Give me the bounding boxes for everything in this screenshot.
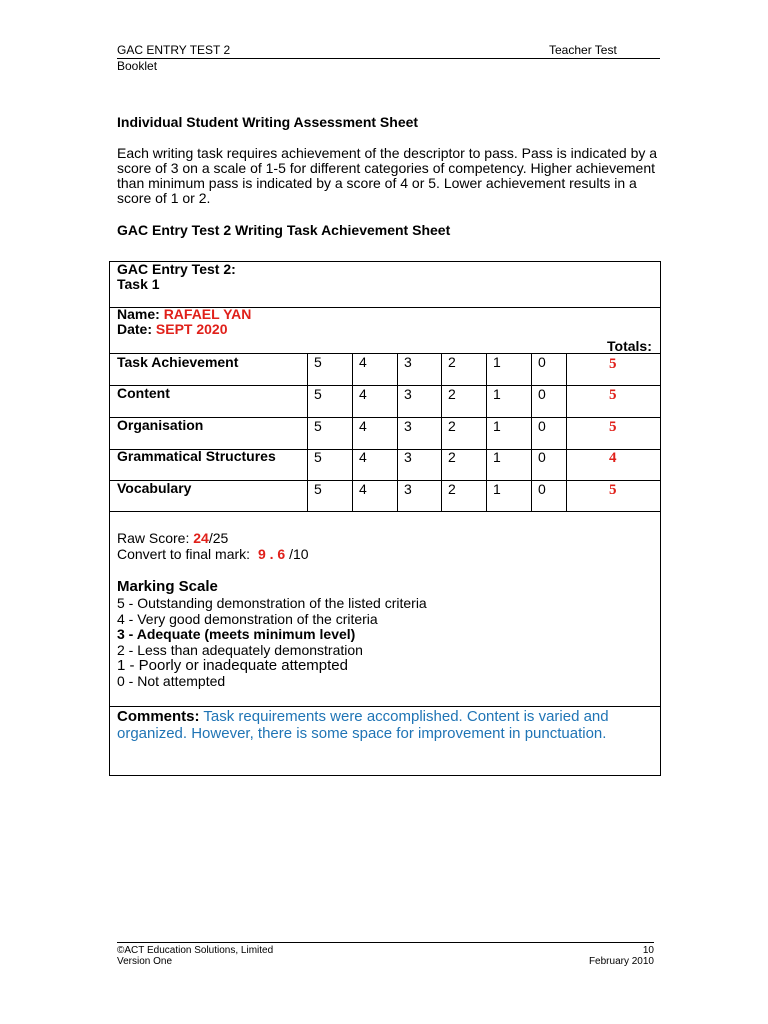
name-label: Name: <box>117 306 160 322</box>
date-label: Date: <box>117 321 153 337</box>
final-mark-max: /10 <box>289 546 309 562</box>
score-option: 4 <box>359 449 367 465</box>
score-option: 5 <box>314 418 322 434</box>
scale-item: 1 - Poorly or inadequate attempted <box>117 657 348 674</box>
score-option: 2 <box>448 481 456 497</box>
score-option: 3 <box>404 481 412 497</box>
score-option: 3 <box>404 354 412 370</box>
section-title: Individual Student Writing Assessment Sheet <box>117 114 419 130</box>
comments-label: Comments: <box>117 708 200 725</box>
score-option: 5 <box>314 449 322 465</box>
row-divider <box>109 385 661 386</box>
page-number: 10 <box>642 945 654 956</box>
version: Version One <box>117 956 173 967</box>
header-title: GAC ENTRY TEST 2 <box>117 43 231 57</box>
raw-score-label: Raw Score: <box>117 530 194 546</box>
score-option: 4 <box>359 418 367 434</box>
row-divider <box>109 511 661 512</box>
score-option: 1 <box>493 354 501 370</box>
intro-text: Each writing task requires achievement of the descriptor to pass. Pass is indicated by a score of 3 on a scale of 1-5 for different categories of competency. Higher achievement than minimum pass is indicated by a score of 4 or 5. Lower achievement results in a score of 1 or 2. <box>117 145 658 206</box>
date-value: SEPT 2020 <box>155 321 228 337</box>
scale-item: 0 - Not attempted <box>117 672 226 689</box>
score-option: 2 <box>448 386 456 402</box>
comments-text: Task requirements were accomplished. Content is varied and organized. However, there is some space for improvement in punctuation. <box>117 708 609 742</box>
copyright: ©ACT Education Solutions, Limited <box>117 945 274 956</box>
score-option: 5 <box>314 481 322 497</box>
criterion-label: Task Achievement <box>117 354 239 370</box>
col-divider <box>531 353 532 511</box>
final-mark-label: Convert to final mark: <box>117 546 251 562</box>
name-row <box>117 307 251 322</box>
score-option: 0 <box>538 449 546 465</box>
criterion-total: 5 <box>609 419 617 435</box>
criterion-total: 5 <box>609 356 617 372</box>
score-option: 5 <box>314 386 322 402</box>
footer-date: February 2010 <box>588 956 654 967</box>
col-divider <box>307 353 308 511</box>
criterion-total: 5 <box>609 482 617 498</box>
totals-label: Totals: <box>607 338 652 354</box>
test-name <box>117 262 236 292</box>
score-option: 1 <box>493 481 501 497</box>
sheet-title: GAC Entry Test 2 Writing Task Achievement Sheet <box>117 222 451 238</box>
score-option: 4 <box>359 386 367 402</box>
criterion-total: 4 <box>609 450 617 466</box>
footer-right <box>560 945 654 967</box>
date-row <box>117 322 251 337</box>
score-option: 1 <box>493 449 501 465</box>
test-name-line1: GAC Entry Test 2: <box>117 261 236 277</box>
scale-item: 4 - Very good demonstration of the criteria <box>117 610 378 627</box>
criterion-label: Content <box>117 385 170 401</box>
task-label: Task 1 <box>117 276 160 292</box>
criterion-label: Organisation <box>117 417 204 433</box>
score-option: 5 <box>314 354 322 370</box>
score-option: 0 <box>538 386 546 402</box>
name-value: RAFAEL YAN <box>163 306 252 322</box>
col-divider <box>486 353 487 511</box>
header-subtitle: Booklet <box>117 59 158 73</box>
criterion-label: Vocabulary <box>117 480 192 496</box>
final-mark-value: 9 . 6 <box>257 546 286 562</box>
raw-score <box>117 530 228 546</box>
header-right: Teacher Test <box>549 43 617 57</box>
scale-item: 5 - Outstanding demonstration of the listed criteria <box>117 595 427 611</box>
footer-left <box>117 945 273 967</box>
scale-item: 3 - Adequate (meets minimum level) <box>117 626 356 642</box>
footer-rule <box>117 942 654 943</box>
score-option: 1 <box>493 418 501 434</box>
row-divider <box>109 706 661 707</box>
criterion-label: Grammatical Structures <box>117 448 276 464</box>
score-option: 0 <box>538 354 546 370</box>
raw-score-max: /25 <box>208 530 229 546</box>
row-divider <box>109 480 661 481</box>
score-option: 4 <box>359 354 367 370</box>
score-option: 3 <box>404 386 412 402</box>
student-info <box>117 307 251 337</box>
raw-score-value: 24 <box>193 530 209 546</box>
scale-item: 2 - Less than adequately demonstration <box>117 641 363 658</box>
col-divider <box>397 353 398 511</box>
col-divider <box>352 353 353 511</box>
score-option: 2 <box>448 449 456 465</box>
score-option: 4 <box>359 481 367 497</box>
col-divider <box>566 353 567 511</box>
final-mark <box>117 546 309 562</box>
score-option: 0 <box>538 418 546 434</box>
assessment-form <box>109 261 661 776</box>
marking-scale-title: Marking Scale <box>117 578 218 595</box>
score-option: 2 <box>448 418 456 434</box>
score-option: 1 <box>493 386 501 402</box>
score-option: 2 <box>448 354 456 370</box>
header-rule <box>117 58 660 59</box>
comments <box>117 708 647 742</box>
score-option: 0 <box>538 481 546 497</box>
col-divider <box>441 353 442 511</box>
marking-scale-list <box>117 596 427 689</box>
score-option: 3 <box>404 418 412 434</box>
criterion-total: 5 <box>609 387 617 403</box>
score-option: 3 <box>404 449 412 465</box>
